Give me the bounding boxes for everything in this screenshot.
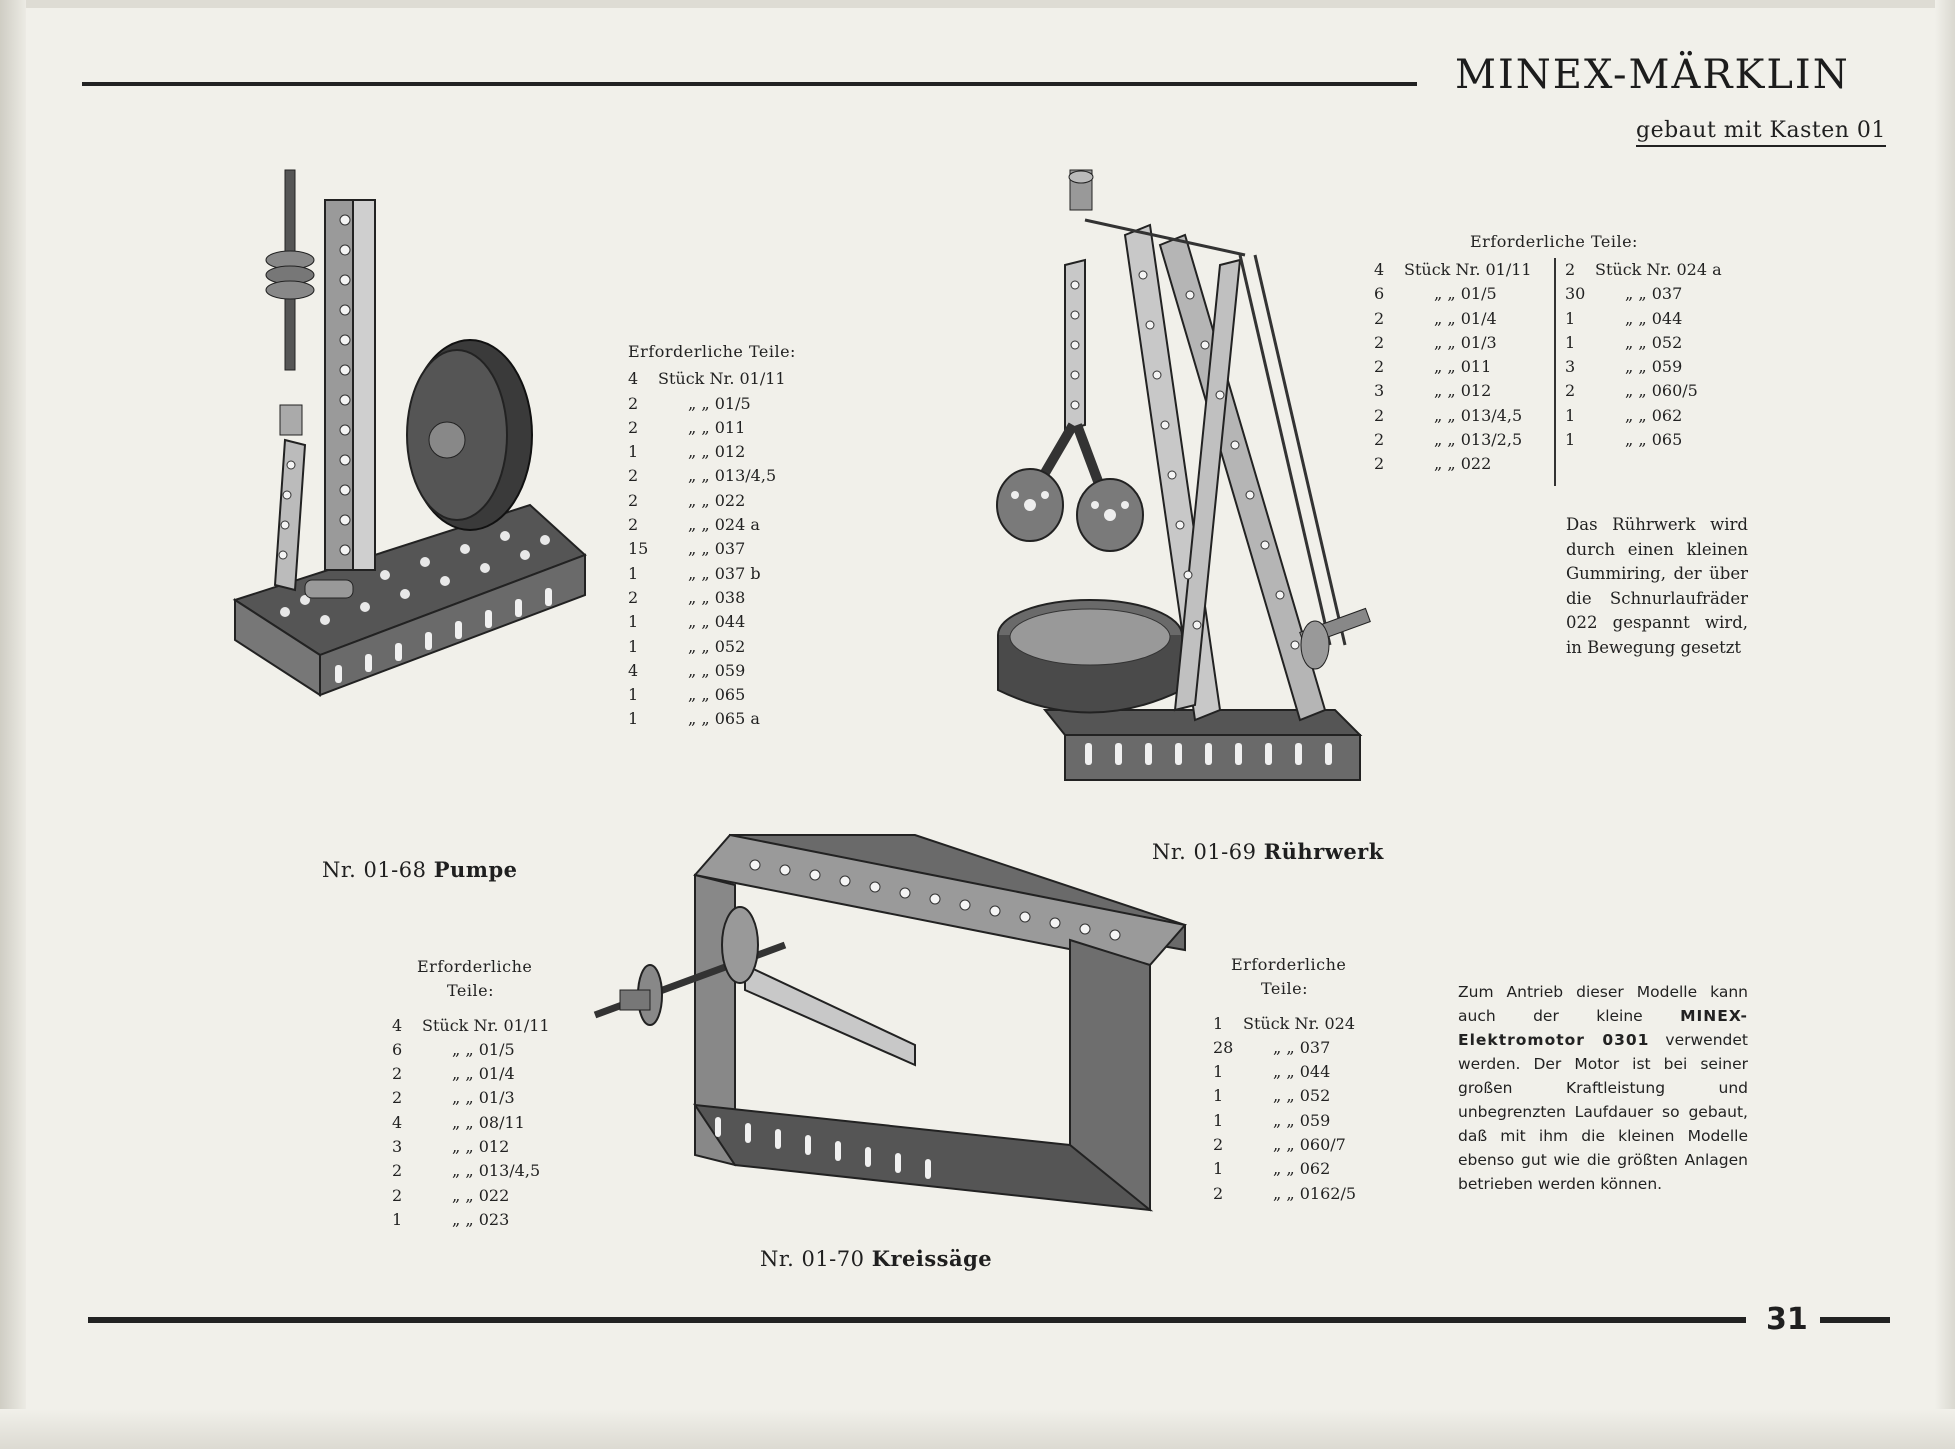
- page-top-edge: [0, 0, 1955, 8]
- part-quantity: 1: [1213, 1159, 1224, 1179]
- footer-rule-right: [1820, 1317, 1890, 1323]
- page-edge-shadow: [1935, 0, 1955, 1449]
- page-subtitle: gebaut mit Kasten 01: [1636, 118, 1886, 147]
- book-spine-shadow: [0, 0, 26, 1449]
- parts-row: [628, 392, 796, 416]
- part-quantity: 2: [628, 393, 639, 413]
- part-quantity: 1: [1213, 1013, 1224, 1033]
- part-number: „ „ 059: [1273, 1110, 1331, 1130]
- parts-row: [1565, 379, 1722, 403]
- part-number: „ „ 062: [1273, 1159, 1331, 1179]
- parts-row: [392, 1038, 550, 1062]
- model-name: Pumpe: [433, 857, 518, 882]
- part-number: „ „ 01/4: [1434, 308, 1497, 328]
- part-quantity: 2: [1374, 308, 1385, 328]
- parts-row: [1213, 1060, 1355, 1084]
- parts-row: [628, 464, 796, 488]
- ruehrwerk-description: Das Rührwerk wird durch einen kleinen Gummiring, der über die Schnurlaufräder 022 gespannt wird, in Bewegung gesetzt: [1566, 515, 1748, 657]
- parts-row: [1213, 1012, 1355, 1036]
- parts-row: [628, 659, 796, 683]
- parts-row: [1213, 1084, 1355, 1108]
- part-quantity: 28: [1213, 1037, 1234, 1057]
- kreissaege-caption: [760, 1246, 992, 1271]
- part-number: „ „ 013/4,5: [688, 466, 777, 486]
- part-quantity: 2: [628, 417, 639, 437]
- part-number: „ „ 0162/5: [1273, 1183, 1357, 1203]
- part-number: „ „ 01/4: [452, 1064, 515, 1084]
- parts-list-divider: [1554, 258, 1556, 486]
- parts-row: [628, 440, 796, 464]
- parts-row: [628, 562, 796, 586]
- part-number: „ „ 024 a: [688, 515, 760, 535]
- part-number: „ „ 013/4,5: [452, 1161, 541, 1181]
- header-rule: [82, 82, 1417, 86]
- part-quantity: 1: [1213, 1062, 1224, 1082]
- part-quantity: 1: [392, 1209, 403, 1229]
- part-number: „ „ 065: [688, 685, 746, 705]
- parts-row: [1374, 307, 1532, 331]
- part-quantity: 4: [392, 1112, 403, 1132]
- parts-list-title-line1: Erforderliche: [417, 957, 533, 976]
- parts-row: [1565, 282, 1722, 306]
- part-quantity: 1: [1565, 405, 1576, 425]
- kreissaege-illustration: [585, 815, 1195, 1230]
- part-quantity: 1: [1565, 308, 1576, 328]
- part-number: „ „ 012: [1434, 381, 1492, 401]
- part-number: „ „ 01/3: [452, 1088, 515, 1108]
- parts-row: [1213, 1182, 1355, 1206]
- part-number: „ „ 044: [688, 612, 746, 632]
- kreissaege-parts-list-right: [1213, 953, 1355, 1206]
- parts-row: [392, 1014, 550, 1038]
- part-number: „ „ 059: [688, 660, 746, 680]
- pumpe-caption: [322, 857, 518, 882]
- part-quantity: 6: [392, 1039, 403, 1059]
- part-quantity: 2: [1374, 454, 1385, 474]
- ruehrwerk-parts-title: [1470, 230, 1638, 254]
- model-number: Nr. 01-68: [322, 858, 427, 882]
- part-quantity: 6: [1374, 284, 1385, 304]
- part-quantity: 4: [628, 369, 639, 389]
- ruehrwerk-parts-list-right: [1565, 258, 1722, 452]
- parts-row: [628, 586, 796, 610]
- part-number: „ „ 037: [1273, 1037, 1331, 1057]
- part-quantity: 2: [392, 1185, 403, 1205]
- parts-row: [1213, 1133, 1355, 1157]
- part-number: „ „ 062: [1625, 405, 1683, 425]
- parts-row: [1374, 258, 1532, 282]
- parts-row: [392, 1184, 550, 1208]
- parts-row: [628, 367, 796, 391]
- part-quantity: 1: [1213, 1086, 1224, 1106]
- parts-row: [628, 610, 796, 634]
- part-quantity: 4: [1374, 260, 1385, 279]
- parts-row: [1565, 428, 1722, 452]
- part-number: „ „ 060/5: [1625, 381, 1698, 401]
- part-quantity: 1: [1565, 332, 1576, 352]
- parts-row: [1374, 404, 1532, 428]
- part-number: „ „ 011: [688, 417, 746, 437]
- parts-row: [628, 683, 796, 707]
- part-number: „ „ 052: [1273, 1086, 1331, 1106]
- parts-list-title-line2: Teile:: [1261, 979, 1308, 999]
- parts-list-title: Erforderliche Teile:: [628, 342, 796, 361]
- part-number: „ „ 044: [1273, 1062, 1331, 1082]
- parts-row: [628, 707, 796, 731]
- parts-row: [628, 416, 796, 440]
- parts-list-title-line2: Teile:: [447, 981, 494, 1001]
- parts-row: [1565, 355, 1722, 379]
- part-number: „ „ 038: [688, 587, 746, 607]
- part-number: Stück Nr. 01/11: [1404, 260, 1532, 279]
- part-quantity: 4: [392, 1015, 403, 1035]
- parts-row: [1565, 404, 1722, 428]
- parts-list-title: Erforderliche Teile:: [1470, 232, 1638, 251]
- parts-row: [1374, 331, 1532, 355]
- parts-row: [392, 1159, 550, 1183]
- parts-row: [1565, 258, 1722, 282]
- parts-row: [1565, 331, 1722, 355]
- model-number: Nr. 01-70: [760, 1247, 865, 1271]
- part-number: „ „ 059: [1625, 357, 1683, 377]
- part-quantity: 1: [628, 709, 639, 729]
- part-number: Stück Nr. 024 a: [1595, 260, 1722, 279]
- part-number: Stück Nr. 024: [1243, 1013, 1356, 1033]
- part-number: „ „ 022: [452, 1185, 510, 1205]
- part-number: „ „ 01/3: [1434, 332, 1497, 352]
- parts-row: [1213, 1036, 1355, 1060]
- part-number: „ „ 012: [688, 442, 746, 462]
- part-number: „ „ 01/5: [688, 393, 751, 413]
- part-number: „ „ 037: [1625, 284, 1683, 304]
- part-quantity: 2: [1374, 405, 1385, 425]
- motor-note-product: MINEX-Elektromotor 0301: [1458, 1007, 1748, 1049]
- part-quantity: 1: [628, 685, 639, 705]
- part-number: „ „ 01/5: [1434, 284, 1497, 304]
- part-number: „ „ 013/2,5: [1434, 430, 1523, 450]
- part-quantity: 1: [1565, 430, 1576, 450]
- parts-row: [1374, 452, 1532, 476]
- footer-rule-left: [88, 1317, 1746, 1323]
- motor-note-text-1: Zum Antrieb dieser Modelle kann auch der kleine: [1458, 983, 1748, 1025]
- part-quantity: 2: [392, 1161, 403, 1181]
- part-quantity: 1: [628, 612, 639, 632]
- part-number: Stück Nr. 01/11: [658, 369, 786, 389]
- parts-row: [1374, 379, 1532, 403]
- part-number: „ „ 012: [452, 1137, 510, 1157]
- part-quantity: 1: [628, 442, 639, 462]
- motor-note: [1458, 980, 1748, 1196]
- part-quantity: 2: [628, 490, 639, 510]
- part-quantity: 2: [1565, 381, 1576, 401]
- part-quantity: 3: [392, 1137, 403, 1157]
- motor-note-text-2: verwendet werden. Der Motor ist bei seiner großen Kraftleistung und unbegrenzten Laufdauer so gebaut, daß mit ihm die kleinen Modelle ebenso gut wie die größten Anlagen betrieben werden können.: [1458, 1031, 1748, 1193]
- part-number: „ „ 065 a: [688, 709, 760, 729]
- model-name: Rührwerk: [1263, 839, 1384, 864]
- parts-row: [1213, 1157, 1355, 1181]
- part-quantity: 2: [628, 515, 639, 535]
- model-number: Nr. 01-69: [1152, 840, 1257, 864]
- parts-row: [392, 1135, 550, 1159]
- part-number: „ „ 022: [1434, 454, 1492, 474]
- part-quantity: 2: [392, 1088, 403, 1108]
- parts-row: [1213, 1109, 1355, 1133]
- part-number: „ „ 013/4,5: [1434, 405, 1523, 425]
- part-quantity: 4: [628, 660, 639, 680]
- part-quantity: 2: [1213, 1183, 1224, 1203]
- kreissaege-parts-list-left: [392, 955, 550, 1232]
- page-bottom-edge: [0, 1409, 1955, 1449]
- parts-row: [1374, 282, 1532, 306]
- parts-row: [392, 1208, 550, 1232]
- part-number: „ „ 023: [452, 1209, 510, 1229]
- parts-row: [392, 1086, 550, 1110]
- part-number: „ „ 052: [688, 636, 746, 656]
- part-number: „ „ 044: [1625, 308, 1683, 328]
- part-quantity: 2: [1374, 332, 1385, 352]
- part-quantity: 2: [392, 1064, 403, 1084]
- parts-list-title-line1: Erforderliche: [1231, 955, 1347, 974]
- part-quantity: 1: [1213, 1110, 1224, 1130]
- page-number: 31: [1766, 1302, 1808, 1337]
- part-quantity: 2: [1374, 430, 1385, 450]
- parts-row: [1565, 307, 1722, 331]
- part-number: „ „ 060/7: [1273, 1135, 1346, 1155]
- part-number: „ „ 052: [1625, 332, 1683, 352]
- parts-row: [628, 537, 796, 561]
- ruehrwerk-caption: [1152, 839, 1384, 864]
- parts-row: [392, 1062, 550, 1086]
- part-number: „ „ 037 b: [688, 563, 761, 583]
- parts-row: [628, 513, 796, 537]
- pumpe-illustration: [225, 160, 595, 840]
- part-number: „ „ 037: [688, 539, 746, 559]
- pumpe-parts-list: [628, 340, 796, 732]
- parts-row: [392, 1111, 550, 1135]
- part-quantity: 1: [628, 563, 639, 583]
- part-quantity: 3: [1565, 357, 1576, 377]
- part-number: „ „ 011: [1434, 357, 1492, 377]
- part-number: Stück Nr. 01/11: [422, 1015, 550, 1035]
- ruehrwerk-illustration: [985, 165, 1375, 810]
- parts-row: [1374, 428, 1532, 452]
- ruehrwerk-parts-list-left: [1374, 258, 1532, 477]
- parts-row: [628, 635, 796, 659]
- parts-row: [628, 489, 796, 513]
- part-number: „ „ 08/11: [452, 1112, 525, 1132]
- part-number: „ „ 022: [688, 490, 746, 510]
- part-quantity: 30: [1565, 284, 1586, 304]
- parts-row: [1374, 355, 1532, 379]
- brand-title: MINEX-MÄRKLIN: [1455, 52, 1850, 98]
- part-number: „ „ 065: [1625, 430, 1683, 450]
- part-quantity: 1: [628, 636, 639, 656]
- part-quantity: 3: [1374, 381, 1385, 401]
- part-quantity: 2: [628, 466, 639, 486]
- part-quantity: 2: [1374, 357, 1385, 377]
- part-quantity: 2: [1565, 260, 1576, 279]
- part-number: „ „ 01/5: [452, 1039, 515, 1059]
- part-quantity: 2: [628, 587, 639, 607]
- model-name: Kreissäge: [871, 1246, 993, 1271]
- part-quantity: 15: [628, 539, 649, 559]
- part-quantity: 2: [1213, 1135, 1224, 1155]
